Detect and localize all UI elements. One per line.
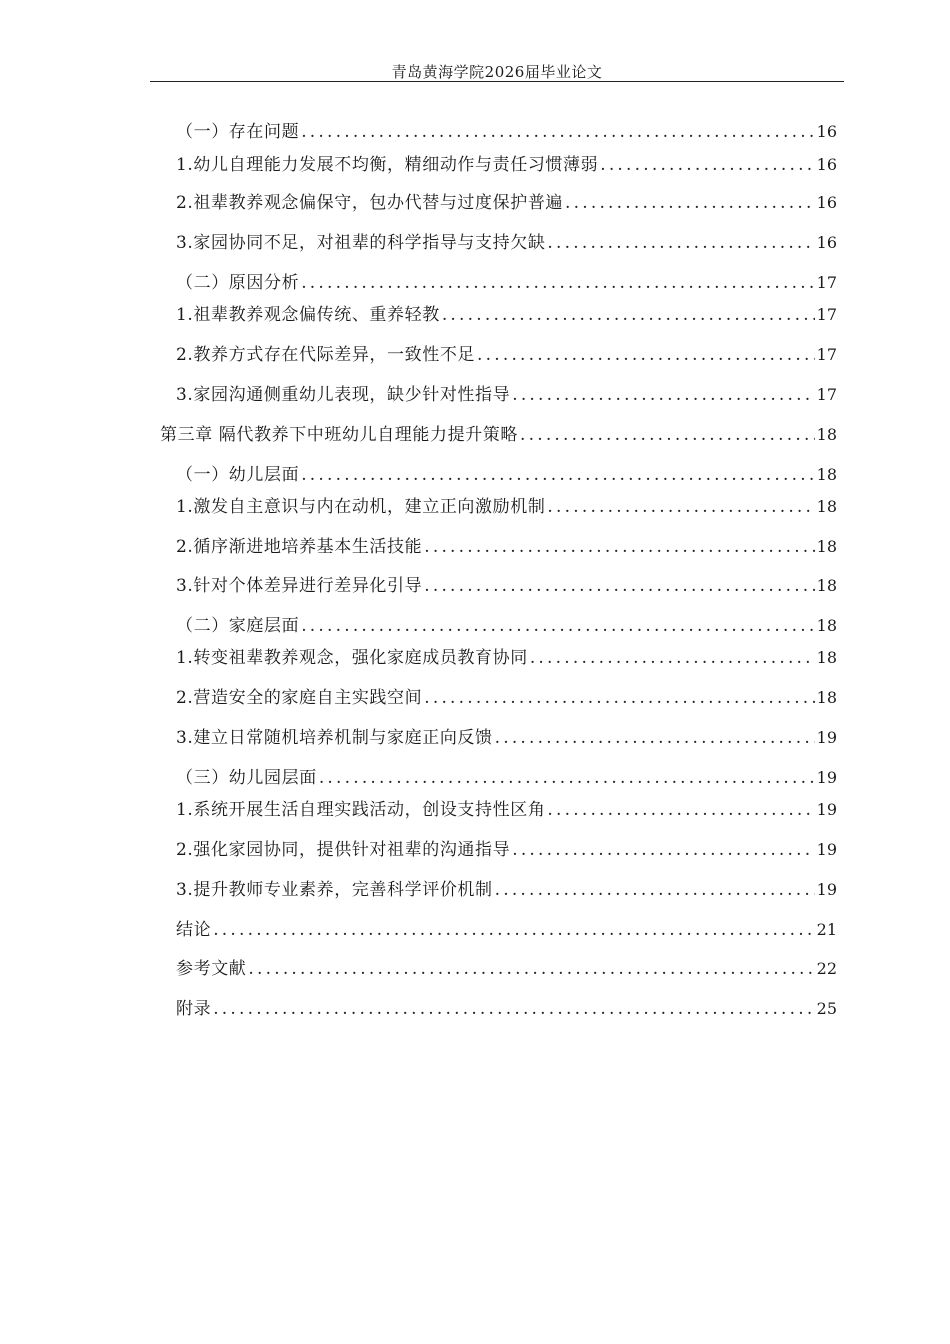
toc-entry-item[interactable] xyxy=(176,877,837,903)
toc-page-number: 18 xyxy=(816,688,837,707)
toc-dot-leader xyxy=(600,152,814,178)
toc-dot-leader xyxy=(477,342,815,368)
toc-dot-leader xyxy=(424,534,814,560)
toc-dot-leader xyxy=(301,462,814,488)
toc-entry-section[interactable] xyxy=(176,119,837,145)
toc-entry-label: （二）原因分析 xyxy=(176,273,300,293)
toc-page-number: 16 xyxy=(816,193,837,212)
toc-page-number: 16 xyxy=(816,233,837,252)
toc-dot-leader xyxy=(213,917,814,943)
toc-entry-label: 3.家园沟通侧重幼儿表现，缺少针对性指导 xyxy=(176,385,511,405)
toc-page-number: 21 xyxy=(816,920,837,939)
toc-entry-label: 1.转变祖辈教养观念，强化家庭成员教育协同 xyxy=(176,648,528,668)
toc-page-number: 19 xyxy=(816,880,837,899)
toc-entry-section[interactable] xyxy=(176,613,837,639)
toc-dot-leader xyxy=(301,613,814,639)
toc-dot-leader xyxy=(547,230,814,256)
toc-entry-item[interactable] xyxy=(176,302,837,328)
toc-entry-label: （一）存在问题 xyxy=(176,122,300,142)
toc-page-number: 18 xyxy=(816,648,837,667)
toc-entry-item[interactable] xyxy=(176,382,837,408)
toc-entry-item[interactable] xyxy=(176,837,837,863)
toc-page-number: 17 xyxy=(816,273,837,292)
toc-entry-label: （二）家庭层面 xyxy=(176,616,300,636)
toc-page-number: 17 xyxy=(816,345,837,364)
toc-dot-leader xyxy=(424,685,814,711)
toc-entry-label: 附录 xyxy=(176,999,212,1019)
toc-dot-leader xyxy=(512,837,814,863)
toc-entry-appendix[interactable] xyxy=(176,996,837,1022)
toc-page-number: 18 xyxy=(816,465,837,484)
toc-entry-item[interactable] xyxy=(176,190,837,216)
toc-entry-item[interactable] xyxy=(176,152,837,178)
toc-page-number: 18 xyxy=(816,537,837,556)
toc-entry-label: 1.系统开展生活自理实践活动，创设支持性区角 xyxy=(176,800,546,820)
toc-entry-label: 1.祖辈教养观念偏传统、重养轻教 xyxy=(176,305,440,325)
toc-dot-leader xyxy=(547,797,814,823)
toc-entry-item[interactable] xyxy=(176,534,837,560)
toc-entry-label: （三）幼儿园层面 xyxy=(176,768,317,788)
toc-dot-leader xyxy=(547,494,814,520)
toc-entry-item[interactable] xyxy=(176,685,837,711)
toc-dot-leader xyxy=(512,382,814,408)
toc-page-number: 22 xyxy=(816,959,837,978)
toc-dot-leader xyxy=(530,645,815,671)
toc-page-number: 18 xyxy=(816,616,837,635)
toc-entry-label: 2.循序渐进地培养基本生活技能 xyxy=(176,537,423,557)
page-header-title: 青岛黄海学院2026届毕业论文 xyxy=(391,63,603,81)
toc-page-number: 17 xyxy=(816,385,837,404)
toc-entry-label: 2.教养方式存在代际差异，一致性不足 xyxy=(176,345,476,365)
toc-page-number: 18 xyxy=(816,576,837,595)
toc-page-number: 19 xyxy=(816,800,837,819)
toc-page-number: 18 xyxy=(816,497,837,516)
toc-entry-item[interactable] xyxy=(176,573,837,599)
toc-dot-leader xyxy=(442,302,815,328)
toc-entry-conclusion[interactable] xyxy=(176,917,837,943)
toc-entry-label: 结论 xyxy=(176,920,212,940)
toc-entry-section[interactable] xyxy=(176,270,837,296)
toc-entry-references[interactable] xyxy=(176,956,837,982)
toc-entry-section[interactable] xyxy=(176,462,837,488)
toc-entry-label: 3.建立日常随机培养机制与家庭正向反馈 xyxy=(176,728,493,748)
toc-dot-leader xyxy=(565,190,815,216)
toc-entry-item[interactable] xyxy=(176,494,837,520)
toc-entry-item[interactable] xyxy=(176,797,837,823)
toc-entry-label: 1.激发自主意识与内在动机，建立正向激励机制 xyxy=(176,497,546,517)
toc-page-number: 25 xyxy=(816,999,837,1018)
toc-dot-leader xyxy=(213,996,814,1022)
toc-entry-label: 3.提升教师专业素养，完善科学评价机制 xyxy=(176,880,493,900)
toc-entry-label: 3.家园协同不足，对祖辈的科学指导与支持欠缺 xyxy=(176,233,546,253)
toc-page-number: 16 xyxy=(816,155,837,174)
toc-dot-leader xyxy=(301,270,814,296)
toc-entry-item[interactable] xyxy=(176,342,837,368)
toc-entry-label: 2.强化家园协同，提供针对祖辈的沟通指导 xyxy=(176,840,511,860)
toc-dot-leader xyxy=(495,877,815,903)
toc-page-number: 18 xyxy=(816,425,837,444)
toc-entry-label: （一）幼儿层面 xyxy=(176,465,300,485)
toc-dot-leader xyxy=(495,725,815,751)
toc-entry-label: 第三章 隔代教养下中班幼儿自理能力提升策略 xyxy=(160,425,519,445)
toc-entry-item[interactable] xyxy=(176,645,837,671)
toc-dot-leader xyxy=(424,573,814,599)
toc-entry-label: 1.幼儿自理能力发展不均衡，精细动作与责任习惯薄弱 xyxy=(176,155,599,175)
toc-entry-label: 2.营造安全的家庭自主实践空间 xyxy=(176,688,423,708)
toc-page-number: 19 xyxy=(816,728,837,747)
toc-page-number: 17 xyxy=(816,305,837,324)
toc-entry-item[interactable] xyxy=(176,230,837,256)
toc-entry-item[interactable] xyxy=(176,725,837,751)
toc-page-number: 19 xyxy=(816,768,837,787)
toc-page-number: 19 xyxy=(816,840,837,859)
toc-dot-leader xyxy=(248,956,814,982)
toc-page-number: 16 xyxy=(816,122,837,141)
toc-entry-section[interactable] xyxy=(176,765,837,791)
toc-entry-chapter[interactable] xyxy=(160,422,837,448)
toc-dot-leader xyxy=(520,422,815,448)
toc-dot-leader xyxy=(319,765,815,791)
toc-dot-leader xyxy=(301,119,814,145)
toc-entry-label: 2.祖辈教养观念偏保守，包办代替与过度保护普遍 xyxy=(176,193,564,213)
toc-entry-label: 参考文献 xyxy=(176,959,247,979)
toc-entry-label: 3.针对个体差异进行差异化引导 xyxy=(176,576,423,596)
